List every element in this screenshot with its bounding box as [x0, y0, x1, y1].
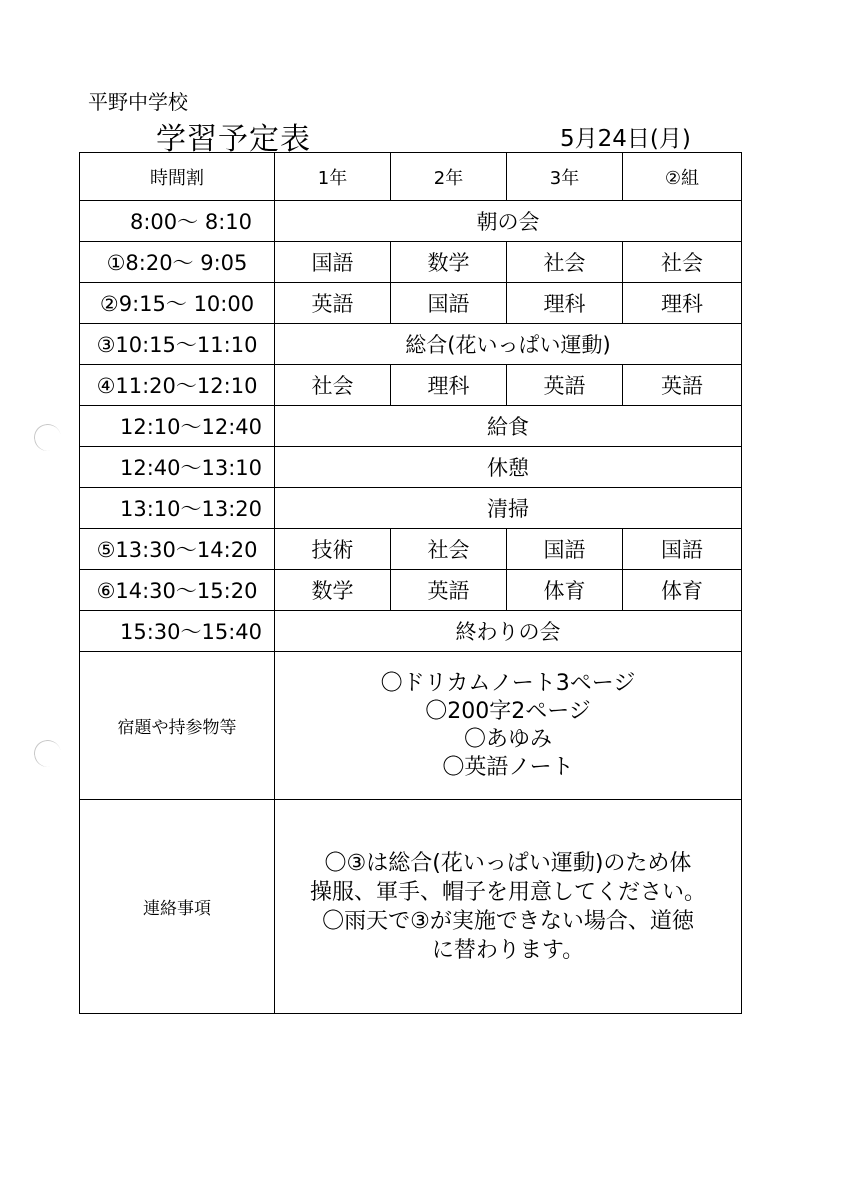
table-row: [80, 242, 742, 283]
table-row: [80, 283, 742, 324]
time-slot: 12:10～12:40: [80, 406, 275, 447]
column-header-grade-2: 2年: [391, 153, 507, 201]
homework-item: 〇200字2ページ: [425, 698, 591, 724]
subject-cell: 国語: [507, 529, 623, 570]
subject-cell: 数学: [275, 570, 391, 611]
notes-row: [80, 800, 742, 1014]
subject-cell: 体育: [507, 570, 623, 611]
homework-list: [275, 652, 742, 800]
table-row: [80, 488, 742, 529]
subject-cell: 英語: [391, 570, 507, 611]
subject-cell: 国語: [623, 529, 742, 570]
time-slot: 8:00～ 8:10: [80, 201, 275, 242]
merged-activity: 給食: [275, 406, 742, 447]
homework-row: [80, 652, 742, 800]
homework-item: 〇あゆみ: [463, 726, 552, 752]
table-row: [80, 447, 742, 488]
time-slot: ②9:15～ 10:00: [80, 283, 275, 324]
document-title: 学習予定表: [156, 122, 311, 157]
subject-cell: 理科: [507, 283, 623, 324]
school-name: 平野中学校: [88, 90, 188, 114]
subject-cell: 国語: [275, 242, 391, 283]
merged-activity: 休憩: [275, 447, 742, 488]
table-row: [80, 201, 742, 242]
time-slot: ⑤13:30～14:20: [80, 529, 275, 570]
notes-line: 〇③は総合(花いっぱい運動)のため体: [324, 850, 692, 876]
column-header-class-2: ②組: [623, 153, 742, 201]
time-slot: ④11:20～12:10: [80, 365, 275, 406]
time-slot: 15:30～15:40: [80, 611, 275, 652]
subject-cell: 英語: [623, 365, 742, 406]
schedule-table: [79, 152, 742, 1014]
time-slot: 12:40～13:10: [80, 447, 275, 488]
table-row: [80, 570, 742, 611]
subject-cell: 体育: [623, 570, 742, 611]
punch-hole: [32, 738, 63, 769]
merged-activity: 終わりの会: [275, 611, 742, 652]
table-row: [80, 611, 742, 652]
homework-item: 〇ドリカムノート3ページ: [380, 670, 636, 696]
subject-cell: 数学: [391, 242, 507, 283]
document-date: 5月24日(月): [560, 126, 691, 152]
subject-cell: 国語: [391, 283, 507, 324]
punch-hole: [32, 422, 63, 453]
subject-cell: 社会: [507, 242, 623, 283]
table-header-row: [80, 153, 742, 201]
notes-line: 操服、軍手、帽子を用意してください。: [309, 879, 706, 905]
table-row: [80, 365, 742, 406]
subject-cell: 理科: [391, 365, 507, 406]
time-slot: ⑥14:30～15:20: [80, 570, 275, 611]
column-header-grade-3: 3年: [507, 153, 623, 201]
subject-cell: 社会: [391, 529, 507, 570]
table-row: [80, 529, 742, 570]
notes-line: に替わります。: [431, 937, 585, 963]
column-header-grade-1: 1年: [275, 153, 391, 201]
subject-cell: 理科: [623, 283, 742, 324]
homework-item: 〇英語ノート: [442, 754, 574, 780]
merged-activity: 朝の会: [275, 201, 742, 242]
subject-cell: 社会: [275, 365, 391, 406]
time-slot: ①8:20～ 9:05: [80, 242, 275, 283]
subject-cell: 英語: [275, 283, 391, 324]
merged-activity: 清掃: [275, 488, 742, 529]
subject-cell: 社会: [623, 242, 742, 283]
column-header-timetable: 時間割: [80, 153, 275, 201]
time-slot: ③10:15～11:10: [80, 324, 275, 365]
homework-label: 宿題や持参物等: [80, 652, 275, 800]
notes-line: 〇雨天で③が実施できない場合、道徳: [322, 908, 694, 934]
notes-text: [275, 800, 742, 1014]
table-row: [80, 406, 742, 447]
merged-activity: 総合(花いっぱい運動): [275, 324, 742, 365]
table-row: [80, 324, 742, 365]
time-slot: 13:10～13:20: [80, 488, 275, 529]
subject-cell: 英語: [507, 365, 623, 406]
notes-label: 連絡事項: [80, 800, 275, 1014]
subject-cell: 技術: [275, 529, 391, 570]
